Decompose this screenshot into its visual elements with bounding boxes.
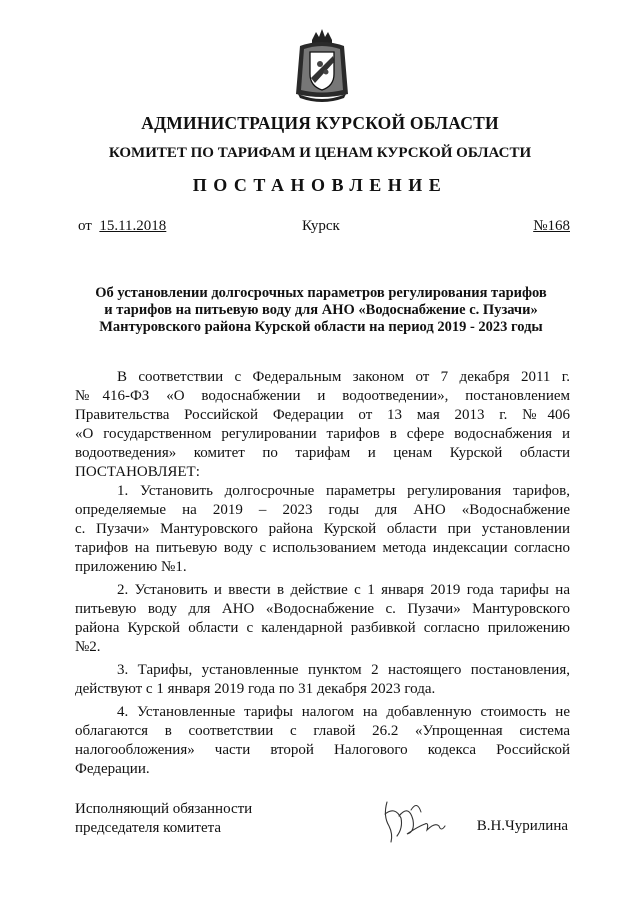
signatory-name: В.Н.Чурилина [476,818,568,834]
body-line: №416-ФЗ «О водоснабжении и водоотведении», постановлением [75,388,570,404]
body-line: 2. Установить и ввести в действие с 1 января 2019 года тарифы на [117,582,570,598]
body-line: 4. Установленные тарифы налогом на добавленную стоимость не [117,704,570,720]
document-city: Курск [302,218,340,234]
date-prefix: от [78,218,92,234]
signatory-position-line: Исполняющий обязанности [75,801,253,817]
date-field [78,218,166,235]
document-date: 15.11.2018 [99,218,167,234]
body-line: облагаются в соответствии с главой 26.2 «Упрощенная система [75,723,570,739]
body-line: В соответствии с Федеральным законом от 7 декабря 2011 г. [117,369,570,385]
signatory-position [75,800,252,838]
body-line: №2. [75,639,101,655]
title-line: Об установлении долгосрочных параметров регулирования тарифов [95,285,547,301]
body-line: тарифов на питьевую воду с использованием метода индексации согласно [75,540,570,556]
body-line: района Курской области с календарной разбивкой согласно приложению [75,620,570,636]
body-line: Федерации. [75,761,150,777]
organization-title: АДМИНИСТРАЦИЯ КУРСКОЙ ОБЛАСТИ [141,113,499,133]
body-line: с. Пузачи» Мантуровского района Курской области при установлении [75,521,570,537]
title-line: Мантуровского района Курской области на период 2019 - 2023 годы [99,319,543,335]
document-type: ПОСТАНОВЛЕНИЕ [192,175,448,195]
document-title [72,285,570,336]
body-line: Правительства Российской Федерации от 13 мая 2013 г. №406 [75,407,570,423]
handwritten-signature [375,796,465,846]
body-line: действуют с 1 января 2019 года по 31 декабря 2023 года. [75,681,436,697]
coat-of-arms-icon [290,26,354,104]
signatory-position-line: председателя комитета [75,820,222,836]
body-line: приложению №1. [75,559,187,575]
body-line: определяемые на 2019 – 2023 годы для АНО «Водоснабжение [75,502,570,518]
body-line: ПОСТАНОВЛЯЕТ: [75,464,200,480]
title-line: и тарифов на питьевую воду для АНО «Водоснабжение с. Пузачи» [104,302,538,318]
body-line: налогообложения» части второй Налогового кодекса Российской [75,742,570,758]
body-line: питьевую воду для АНО «Водоснабжение с. Пузачи» Мантуровского [75,601,570,617]
body-line: водоотведения» комитет по тарифам и ценам Курской области [75,445,570,461]
body-line: 3. Тарифы, установленные пунктом 2 настоящего постановления, [117,662,570,678]
date-line [78,218,570,238]
body-line: 1. Установить долгосрочные параметры регулирования тарифов, [117,483,570,499]
committee-title: КОМИТЕТ ПО ТАРИФАМ И ЦЕНАМ КУРСКОЙ ОБЛАСТИ [108,145,532,161]
document-number: №168 [533,218,570,234]
body-line: «О государственном регулировании тарифов в сфере водоснабжения и [75,426,570,442]
